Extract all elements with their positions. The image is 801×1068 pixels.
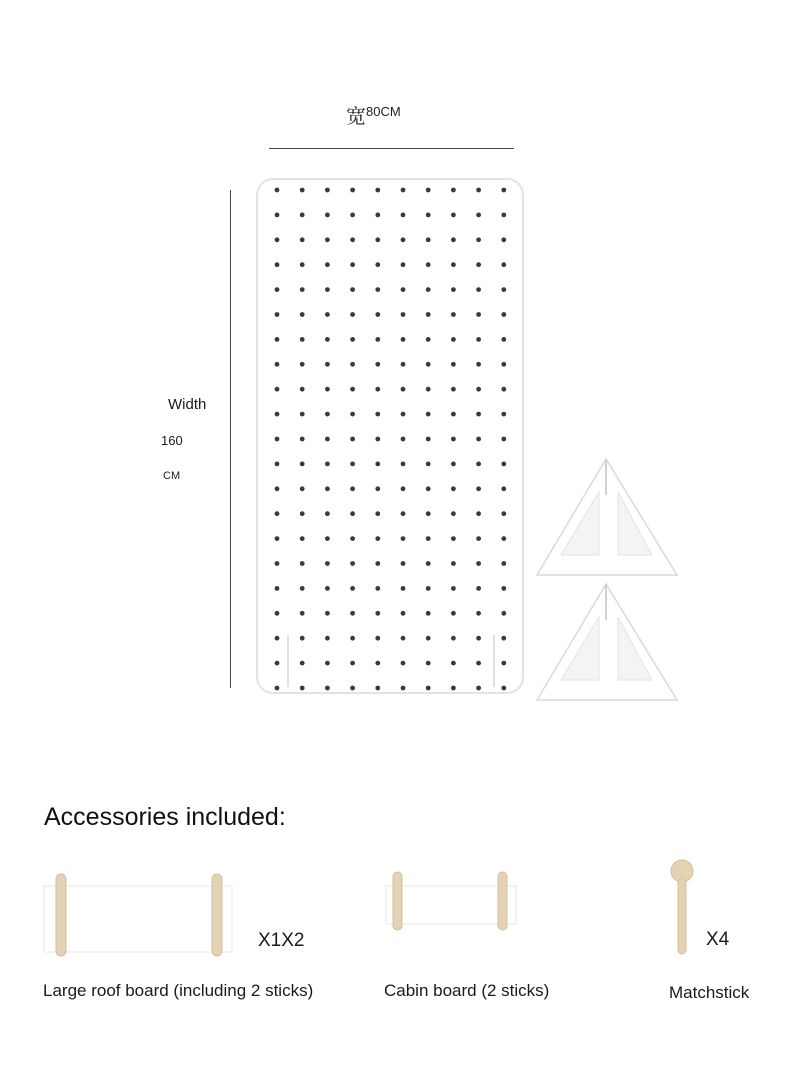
width-value: 80CM	[366, 104, 401, 119]
peg-hole	[426, 511, 431, 516]
peg-hole	[501, 462, 506, 467]
peg-hole	[350, 586, 355, 591]
peg-hole	[350, 262, 355, 267]
peg-hole	[375, 337, 380, 342]
peg-hole	[401, 287, 406, 292]
peg-hole	[300, 412, 305, 417]
peg-hole	[375, 287, 380, 292]
peg-hole	[325, 511, 330, 516]
peg-hole	[275, 636, 280, 641]
peg-hole	[401, 586, 406, 591]
peg-hole	[401, 661, 406, 666]
peg-hole	[451, 611, 456, 616]
peg-hole	[426, 287, 431, 292]
peg-hole	[426, 312, 431, 317]
peg-hole	[350, 237, 355, 242]
peg-hole	[476, 287, 481, 292]
peg-hole	[300, 312, 305, 317]
peg-hole	[375, 611, 380, 616]
peg-hole	[375, 536, 380, 541]
peg-hole	[426, 536, 431, 541]
peg-hole	[476, 188, 481, 193]
peg-hole	[451, 213, 456, 218]
peg-hole	[300, 686, 305, 691]
peg-hole	[476, 536, 481, 541]
peg-hole	[325, 412, 330, 417]
peg-hole	[275, 362, 280, 367]
peg-hole	[375, 586, 380, 591]
peg-hole	[350, 686, 355, 691]
width-char: 宽	[346, 106, 366, 128]
peg-hole	[401, 636, 406, 641]
peg-hole	[401, 237, 406, 242]
peg-hole	[275, 262, 280, 267]
peg-hole	[401, 511, 406, 516]
peg-hole	[325, 287, 330, 292]
matchstick-qty: X4	[706, 929, 730, 950]
peg-hole	[350, 561, 355, 566]
peg-hole	[476, 636, 481, 641]
peg-hole	[325, 486, 330, 491]
peg-hole	[350, 511, 355, 516]
peg-hole	[426, 686, 431, 691]
peg-hole	[451, 561, 456, 566]
peg-hole	[426, 362, 431, 367]
peg-hole	[300, 437, 305, 442]
peg-hole	[275, 661, 280, 666]
peg-hole	[501, 437, 506, 442]
peg-hole	[325, 262, 330, 267]
peg-hole	[401, 412, 406, 417]
peg-hole	[451, 686, 456, 691]
peg-hole	[350, 287, 355, 292]
peg-hole	[325, 686, 330, 691]
peg-hole	[325, 337, 330, 342]
peg-hole	[401, 262, 406, 267]
peg-hole	[375, 188, 380, 193]
peg-hole	[275, 611, 280, 616]
peg-hole	[501, 262, 506, 267]
peg-hole	[275, 511, 280, 516]
peg-hole	[426, 661, 431, 666]
peg-hole	[325, 387, 330, 392]
peg-hole	[325, 636, 330, 641]
peg-hole	[275, 437, 280, 442]
peg-hole	[300, 188, 305, 193]
peg-hole	[350, 462, 355, 467]
peg-hole	[501, 387, 506, 392]
peg-hole	[375, 262, 380, 267]
peg-hole	[325, 188, 330, 193]
peg-hole	[375, 412, 380, 417]
peg-hole	[401, 561, 406, 566]
peg-hole	[350, 437, 355, 442]
height-label-unit: CM	[163, 470, 181, 482]
peg-hole	[375, 636, 380, 641]
peg-hole	[401, 437, 406, 442]
peg-hole	[451, 511, 456, 516]
peg-hole	[401, 188, 406, 193]
peg-hole	[476, 437, 481, 442]
width-dimension-line	[269, 148, 514, 149]
peg-hole	[350, 387, 355, 392]
peg-hole	[350, 611, 355, 616]
peg-hole	[476, 213, 481, 218]
peg-hole	[375, 511, 380, 516]
peg-hole	[325, 462, 330, 467]
matchstick-label: Matchstick	[669, 983, 750, 1002]
peg-hole	[426, 486, 431, 491]
peg-hole	[275, 462, 280, 467]
peg-hole	[300, 511, 305, 516]
peg-hole	[375, 312, 380, 317]
peg-hole	[501, 312, 506, 317]
peg-hole	[426, 337, 431, 342]
peg-hole	[375, 561, 380, 566]
peg-hole	[300, 661, 305, 666]
peg-hole	[476, 387, 481, 392]
peg-hole	[375, 362, 380, 367]
peg-hole	[325, 237, 330, 242]
large-roof-board-qty: X1X2	[258, 930, 305, 951]
peg-hole	[501, 486, 506, 491]
peg-hole	[350, 536, 355, 541]
triangle-stand-top	[534, 455, 680, 579]
peg-hole	[401, 462, 406, 467]
peg-hole	[275, 387, 280, 392]
peg-hole	[375, 237, 380, 242]
peg-hole	[375, 387, 380, 392]
peg-hole	[275, 486, 280, 491]
peg-hole	[325, 437, 330, 442]
peg-hole	[401, 486, 406, 491]
peg-hole	[300, 636, 305, 641]
peg-hole	[275, 686, 280, 691]
peg-hole	[325, 536, 330, 541]
cabin-board-image	[383, 868, 519, 932]
peg-hole	[275, 312, 280, 317]
peg-hole	[426, 561, 431, 566]
peg-hole	[476, 312, 481, 317]
peg-hole	[275, 337, 280, 342]
peg-hole	[451, 362, 456, 367]
peg-hole	[275, 287, 280, 292]
peg-hole	[300, 213, 305, 218]
peg-hole	[350, 337, 355, 342]
peg-hole	[375, 213, 380, 218]
width-dimension-label	[346, 100, 401, 129]
peg-hole	[426, 213, 431, 218]
peg-hole	[300, 536, 305, 541]
peg-hole	[350, 312, 355, 317]
peg-hole	[300, 561, 305, 566]
peg-hole	[350, 188, 355, 193]
peg-hole	[476, 237, 481, 242]
peg-hole	[300, 462, 305, 467]
peg-hole	[401, 686, 406, 691]
peg-hole	[426, 262, 431, 267]
height-dimension-line	[230, 190, 231, 688]
peg-hole	[426, 437, 431, 442]
peg-hole	[501, 188, 506, 193]
peg-hole	[426, 586, 431, 591]
peg-hole	[501, 362, 506, 367]
peg-hole	[375, 462, 380, 467]
peg-hole	[476, 686, 481, 691]
peg-hole	[476, 362, 481, 367]
peg-hole	[325, 213, 330, 218]
peg-hole	[501, 611, 506, 616]
peg-hole	[501, 636, 506, 641]
peg-hole	[501, 536, 506, 541]
peg-hole	[476, 462, 481, 467]
peg-hole	[275, 188, 280, 193]
peg-hole	[350, 661, 355, 666]
peg-hole	[300, 362, 305, 367]
peg-hole	[300, 337, 305, 342]
peg-hole	[501, 237, 506, 242]
peg-hole	[375, 486, 380, 491]
peg-hole	[451, 661, 456, 666]
peg-hole	[451, 287, 456, 292]
peg-hole	[451, 536, 456, 541]
peg-hole	[325, 661, 330, 666]
peg-hole	[476, 412, 481, 417]
matchstick-image	[664, 858, 700, 958]
peg-hole	[476, 586, 481, 591]
peg-hole	[451, 237, 456, 242]
peg-hole	[426, 636, 431, 641]
peg-hole	[426, 237, 431, 242]
peg-hole	[375, 686, 380, 691]
peg-hole	[476, 511, 481, 516]
peg-hole	[275, 213, 280, 218]
peg-hole	[300, 486, 305, 491]
peg-hole	[300, 262, 305, 267]
peg-hole	[275, 536, 280, 541]
cabin-board-label: Cabin board (2 sticks)	[384, 981, 550, 1000]
peg-hole	[451, 387, 456, 392]
peg-hole	[300, 586, 305, 591]
peg-hole	[451, 462, 456, 467]
large-roof-board-image	[40, 868, 240, 958]
height-label-word: Width	[168, 396, 207, 413]
peg-hole	[375, 437, 380, 442]
large-roof-board-label: Large roof board (including 2 sticks)	[43, 981, 314, 1000]
peg-hole	[501, 511, 506, 516]
peg-hole	[451, 337, 456, 342]
peg-hole	[501, 561, 506, 566]
peg-hole	[476, 611, 481, 616]
peg-hole	[451, 486, 456, 491]
peg-hole	[350, 362, 355, 367]
peg-hole	[501, 287, 506, 292]
peg-hole	[401, 536, 406, 541]
peg-hole	[426, 188, 431, 193]
peg-hole	[325, 312, 330, 317]
peg-hole	[325, 362, 330, 367]
peg-hole	[275, 586, 280, 591]
peg-hole	[476, 337, 481, 342]
peg-hole	[501, 661, 506, 666]
peg-hole	[401, 337, 406, 342]
peg-hole	[476, 561, 481, 566]
peg-hole	[300, 237, 305, 242]
accessories-title: Accessories included:	[44, 803, 286, 831]
peg-hole	[451, 188, 456, 193]
peg-hole	[275, 561, 280, 566]
peg-hole	[451, 262, 456, 267]
peg-hole	[300, 387, 305, 392]
peg-hole	[325, 561, 330, 566]
height-label-value: 160	[161, 433, 183, 448]
peg-hole	[476, 486, 481, 491]
peg-hole	[501, 213, 506, 218]
peg-hole	[401, 387, 406, 392]
peg-hole	[476, 661, 481, 666]
peg-hole	[451, 312, 456, 317]
peg-hole	[275, 237, 280, 242]
peg-hole	[401, 362, 406, 367]
peg-hole	[426, 611, 431, 616]
peg-hole	[426, 387, 431, 392]
peg-hole	[501, 412, 506, 417]
peg-hole	[350, 213, 355, 218]
peg-hole	[350, 486, 355, 491]
pegboard-image	[255, 177, 527, 697]
peg-hole	[426, 412, 431, 417]
peg-hole	[426, 462, 431, 467]
peg-hole	[451, 586, 456, 591]
peg-hole	[501, 686, 506, 691]
peg-hole	[350, 412, 355, 417]
peg-hole	[451, 437, 456, 442]
peg-hole	[451, 636, 456, 641]
peg-hole	[501, 586, 506, 591]
peg-hole	[325, 611, 330, 616]
peg-hole	[501, 337, 506, 342]
peg-hole	[401, 312, 406, 317]
peg-hole	[350, 636, 355, 641]
triangle-stand-bottom	[534, 580, 680, 704]
peg-hole	[275, 412, 280, 417]
peg-hole	[300, 287, 305, 292]
peg-hole	[325, 586, 330, 591]
peg-hole	[401, 213, 406, 218]
peg-hole	[401, 611, 406, 616]
peg-hole	[300, 611, 305, 616]
peg-hole	[476, 262, 481, 267]
peg-hole	[375, 661, 380, 666]
peg-hole	[451, 412, 456, 417]
